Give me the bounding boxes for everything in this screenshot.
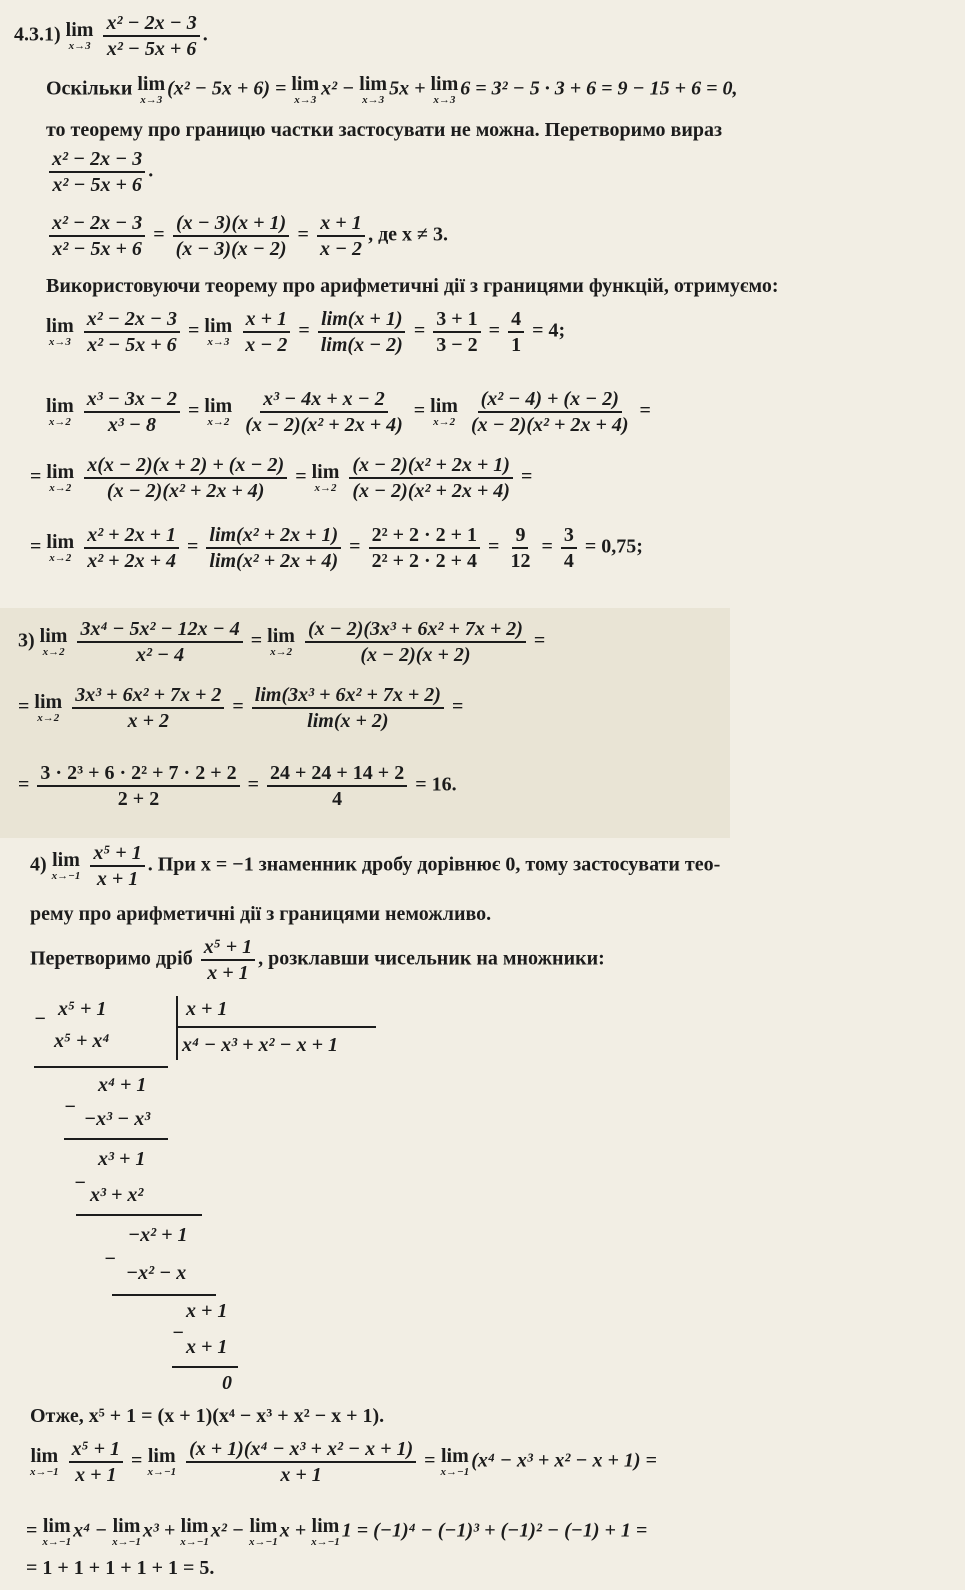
expression-line: = lim x→2 $\frac{\text{3x³ + 6x² + 7x + 2}}{x + 2}$ = $\frac{\text{lim(3x³ + 6x² + 7x + 2)}}{\lim(x + 2)}$ = — [18, 684, 464, 732]
subtrahend-1: x⁵ + x⁴ — [54, 1030, 110, 1052]
remainder-1: x⁴ + 1 — [98, 1074, 147, 1096]
text-line: Отже, x⁵ + 1 = (x + 1)(x⁴ − x³ + x² − x + 1). — [30, 1405, 385, 1427]
expression-line: = lim x→−1 x⁴ − lim x→−1 x³ + lim x→−1 x² − lim x→−1 x + lim x→−1 1 = (−1)⁴ − (−1)³ + (−1)² − (−1) + 1 = — [26, 1515, 648, 1548]
expression-line: = $\frac{\text{3 · 2³ + 6 · 2² + 7 · 2 + 2}}{2 + 2}$ = $\frac{24 + 24 + 14 + 2}{4}$ = 16. — [18, 762, 457, 810]
divisor-line — [176, 1026, 376, 1028]
remainder-2: x³ + 1 — [98, 1148, 146, 1170]
final-remainder: 0 — [222, 1372, 232, 1394]
expression-line: lim x→−1 $\frac{\text{x⁵ + 1}}{x + 1}$ = lim x→−1 $\frac{\text{(x + 1)(x⁴ − x³ + x² − x + 1)}}{x + 1}$ = lim x→−1 (x⁴ − x³ + x² − x + 1) = — [30, 1438, 657, 1486]
divisor: x + 1 — [186, 998, 228, 1020]
subtrahend-3: x³ + x² — [90, 1184, 144, 1206]
problem-label: 4) — [30, 853, 47, 876]
text-line: Оскільки lim x→3 (x² − 5x + 6) = lim x→3 x² − lim x→3 5x + lim x→3 6 = 3² − 5 · 3 + 6 = 9 − 15 + 6 = 0, — [46, 73, 738, 106]
text-line: Використовуючи теорему про арифметичні дії з границями функцій, отримуємо: — [46, 275, 779, 297]
solution-page: 4.3.1) lim x→3 $\frac{\text{x² − 2x − 3}}{\text{x² − 5x + 6}}$ . Оскільки lim x→3 (x² − 5x + 6) = lim x→3 x² − lim x→3 5x + lim x→3 6 = 3² − 5 · 3 + 6 = 9 − 15 + 6 = 0, то теорему про границю частки застосувати не можна. Перетворимо вираз $\frac{\text{x² − 2x − 3}}{\text{x² − 5x + 6}}$ . $\frac{\text{x² − 2x − 3}}{\text{x² − 5x + 6}}$ = $\frac{(x - 3)(x + 1)}{(x - 3)(x - 2)}$ = $\frac{x + 1}{x - 2}$ , де x ≠ 3. Використовуючи теорему про арифметичні дії з границями функцій, отримуємо: lim x→3 $\frac{\text{x² − 2x − 3}}{\text{x² − 5x + 6}}$ = lim x→3 $\frac{x + 1}{x - 2}$ = $\frac{\lim(x + 1)}{\lim(x - 2)}$ = $\frac{3 + 1}{3 - 2}$ = $\frac{4}{1}$ = 4; lim x→2 $\frac{\text{x³ − 3x − 2}}{\text{x³ − 8}}$ = lim x→2 $\frac{\text{x³ − 4x + x − 2}}{\text{(x − 2)(x² + 2x + 4)}}$ = lim x→2 $\frac{\text{(x² − 4) + (x − 2)}}{\text{(x − 2)(x² + 2x + 4)}}$ = = lim x→2 $\frac{x(x - 2)(x + 2) + (x - 2)}{\text{(x − 2)(x² + 2x + 4)}}$ = lim x→2 $\frac{\text{(x − 2)(x² + 2x + 1)}}{\text{(x − 2)(x² + 2x + 4)}}$ = = lim x→2 $\frac{\text{x² + 2x + 1}}{\text{x² + 2x + 4}}$ = $\frac{\text{lim(x² + 2x + 1)}}{\text{lim(x² + 2x + 4)}}$ = $\frac{\text{2² + 2 · 2 + 1}}{\text{2² + 2 · 2 + 4}}$ = $\frac{9}{12}$ = $\frac{3}{4}$ = 0,75; 3) lim x→2 $\frac{\text{3x⁴ − 5x² − 12x − 4}}{\text{x² − 4}}$ = lim x→2 $\frac{\text{(x − 2)(3x³ + 6x² + 7x + 2)}}{(x - 2)(x + 2)}$ = = lim x→2 $\frac{\text{3x³ + 6x² + 7x + 2}}{x + 2}$ = $\frac{\text{lim(3x³ + 6x² + 7x + 2)}}{\lim(x + 2)}$ = = $\frac{\text{3 · 2³ + 6 · 2² + 7 · 2 + 2}}{2 + 2}$ = $\frac{24 + 24 + 14 + 2}{4}$ = 16. 4) lim x→−1 $\frac{\text{x⁵ + 1}}{x + 1}$ . При x = −1 знаменник дробу дорівнює 0, тому застосувати тео- рему про арифметичні дії з границями неможливо. Перетворимо дріб $\frac{\text{x⁵ + 1}}{x + 1}$ , розклавши чисельник на множники: − x⁵ + 1 x⁵ + x⁴ x + 1 x⁴ − x³ + x² − x + 1 x⁴ + 1 − −x³ − x³ x³ + 1 − x³ + x² −x² + 1 − −x² − x x + 1 − x + 1 0 Отже, x⁵ + 1 = (x + 1)(x⁴ − x³ + x² − x + 1). lim x→−1 $\frac{\text{x⁵ + 1}}{x + 1}$ = lim x→−1 $\frac{\text{(x + 1)(x⁴ − x³ + x² − x + 1)}}{x + 1}$ = lim x→−1 (x⁴ − x³ + x² − x + 1) = = lim x→−1 x⁴ − lim x→−1 x³ + lim x→−1 x² − lim x→−1 x + lim x→−1 1 = (−1)⁴ − (−1)³ + (−1)² − (−1) + 1 = = 1 + 1 + 1 + 1 + 1 = 5. — [0, 0, 965, 1590]
division-bar — [176, 996, 178, 1060]
problem-3-heading: 3) lim x→2 $\frac{\text{3x⁴ − 5x² − 12x − 4}}{\text{x² − 4}}$ = lim x→2 $\frac{\text{(x − 2)(3x³ + 6x² + 7x + 2)}}{(x - 2)(x + 2)}$ = — [18, 618, 546, 666]
quotient: x⁴ − x³ + x² − x + 1 — [182, 1034, 338, 1056]
expression-line: lim x→3 $\frac{\text{x² − 2x − 3}}{\text{x² − 5x + 6}}$ = lim x→3 $\frac{x + 1}{x - 2}$ = $\frac{\lim(x + 1)}{\lim(x - 2)}$ = $\frac{3 + 1}{3 - 2}$ = $\frac{4}{1}$ = 4; — [46, 308, 566, 356]
limit-operator: lim x→3 — [65, 19, 94, 52]
expression-line: = lim x→2 $\frac{x(x - 2)(x + 2) + (x - 2)}{\text{(x − 2)(x² + 2x + 4)}}$ = lim x→2 $\frac{\text{(x − 2)(x² + 2x + 1)}}{\text{(x − 2)(x² + 2x + 4)}}$ = — [30, 454, 533, 502]
remainder-3: −x² + 1 — [128, 1224, 188, 1246]
subtrahend-2: −x³ − x³ — [84, 1108, 151, 1130]
problem-label: 3) — [18, 629, 35, 652]
expression-line: $\frac{\text{x² − 2x − 3}}{\text{x² − 5x + 6}}$ = $\frac{(x - 3)(x + 1)}{(x - 3)(x - 2)}$ = $\frac{x + 1}{x - 2}$ , де x ≠ 3. — [46, 212, 448, 260]
remainder-4: x + 1 — [186, 1300, 228, 1322]
text-line: то теорему про границю частки застосувати не можна. Перетворимо вираз — [46, 119, 723, 141]
final-result: = 1 + 1 + 1 + 1 + 1 = 5. — [26, 1557, 215, 1579]
problem-4-heading: 4) lim x→−1 $\frac{\text{x⁵ + 1}}{x + 1}$ . При x = −1 знаменник дробу дорівнює 0, тому застосувати тео- — [30, 842, 721, 890]
subtrahend-4: −x² − x — [126, 1262, 187, 1284]
expression-line: $\frac{\text{x² − 2x − 3}}{\text{x² − 5x + 6}}$ . — [46, 148, 153, 196]
subtrahend-5: x + 1 — [186, 1336, 228, 1358]
fraction: $\frac{\text{x² − 2x − 3}}{\text{x² − 5x + 6}}$ — [103, 12, 199, 60]
dividend: x⁵ + 1 — [58, 998, 107, 1020]
problem-label: 4.3.1) — [14, 23, 61, 46]
text-line: рему про арифметичні дії з границями неможливо. — [30, 903, 492, 925]
expression-line: lim x→2 $\frac{\text{x³ − 3x − 2}}{\text{x³ − 8}}$ = lim x→2 $\frac{\text{x³ − 4x + x − 2}}{\text{(x − 2)(x² + 2x + 4)}}$ = lim x→2 $\frac{\text{(x² − 4) + (x − 2)}}{\text{(x − 2)(x² + 2x + 4)}}$ = — [46, 388, 651, 436]
expression-line: = lim x→2 $\frac{\text{x² + 2x + 1}}{\text{x² + 2x + 4}}$ = $\frac{\text{lim(x² + 2x + 1)}}{\text{lim(x² + 2x + 4)}}$ = $\frac{\text{2² + 2 · 2 + 1}}{\text{2² + 2 · 2 + 4}}$ = $\frac{9}{12}$ = $\frac{3}{4}$ = 0,75; — [30, 524, 643, 572]
text-line: Перетворимо дріб $\frac{\text{x⁵ + 1}}{x + 1}$ , розклавши чисельник на множники: — [30, 936, 605, 984]
problem-1-heading: 4.3.1) lim x→3 $\frac{\text{x² − 2x − 3}}{\text{x² − 5x + 6}}$ . — [14, 12, 208, 60]
